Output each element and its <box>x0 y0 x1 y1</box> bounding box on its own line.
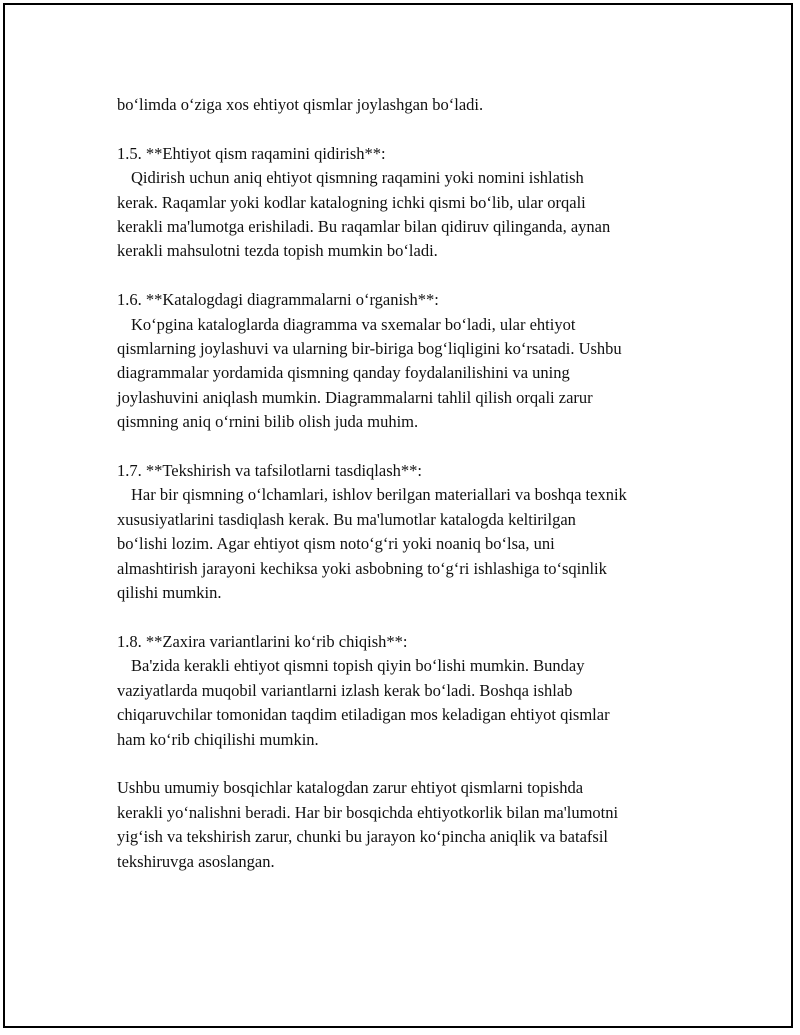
section-1-7 <box>117 459 697 605</box>
text-line: kerakli yo‘nalishni beradi. Har bir bosqichda ehtiyotkorlik bilan ma'lumotni <box>117 802 619 822</box>
text-line: kerakli ma'lumotga erishiladi. Bu raqamlar bilan qidiruv qilinganda, aynan <box>117 217 611 237</box>
section-1-8 <box>117 630 697 752</box>
text-line: Qidirish uchun aniq ehtiyot qismning raqamini yoki nomini ishlatish <box>131 168 584 188</box>
text-line: Ushbu umumiy bosqichlar katalogdan zarur ehtiyot qismlarni topishda <box>117 778 584 798</box>
section-heading: 1.7. **Tekshirish va tafsilotlarni tasdiqlash**: <box>117 461 422 481</box>
text-line: qilishi mumkin. <box>117 583 222 603</box>
conclusion-paragraph <box>117 776 697 874</box>
text-line: almashtirish jarayoni kechiksa yoki asbobning to‘g‘ri ishlashiga to‘sqinlik <box>117 558 607 578</box>
paragraph-gap <box>117 117 697 141</box>
text-line: diagrammalar yordamida qismning qanday foydalanilishini va uning <box>117 363 570 383</box>
text-line: Ba'zida kerakli ehtiyot qismni topish qiyin bo‘lishi mumkin. Bunday <box>131 656 585 676</box>
section-heading: 1.8. **Zaxira variantlarini ko‘rib chiqish**: <box>117 631 408 651</box>
paragraph-gap <box>117 605 697 629</box>
text-line: xususiyatlarini tasdiqlash kerak. Bu ma'lumotlar katalogda keltirilgan <box>117 509 576 529</box>
section-1-5 <box>117 142 697 264</box>
document-body <box>117 93 697 874</box>
text-line: yig‘ish va tekshirish zarur, chunki bu jarayon ko‘pincha aniqlik va batafsil <box>117 827 608 847</box>
text-line: joylashuvini aniqlash mumkin. Diagrammalarni tahlil qilish orqali zarur <box>117 387 593 407</box>
section-heading: 1.6. **Katalogdagi diagrammalarni o‘rganish**: <box>117 290 439 310</box>
text-line: kerak. Raqamlar yoki kodlar katalogning ichki qismi bo‘lib, ular orqali <box>117 192 586 212</box>
section-1-6 <box>117 288 697 434</box>
paragraph-gap <box>117 435 697 459</box>
intro-paragraph <box>117 93 697 117</box>
text-line: ham ko‘rib chiqilishi mumkin. <box>117 729 319 749</box>
text-line: tekshiruvga asoslangan. <box>117 851 275 871</box>
text-line: kerakli mahsulotni tezda topish mumkin bo‘ladi. <box>117 241 438 261</box>
text-line: qismlarning joylashuvi va ularning bir-biriga bog‘liqligini ko‘rsatadi. Ushbu <box>117 339 622 359</box>
text-line: Ko‘pgina kataloglarda diagramma va sxemalar bo‘ladi, ular ehtiyot <box>131 314 576 334</box>
paragraph-gap <box>117 264 697 288</box>
text-line: vaziyatlarda muqobil variantlarni izlash kerak bo‘ladi. Boshqa ishlab <box>117 680 573 700</box>
section-heading: 1.5. **Ehtiyot qism raqamini qidirish**: <box>117 143 386 163</box>
text-line: qismning aniq o‘rnini bilib olish juda muhim. <box>117 412 419 432</box>
text-line: bo‘lishi lozim. Agar ehtiyot qism noto‘g‘ri yoki noaniq bo‘lsa, uni <box>117 534 555 554</box>
paragraph-gap <box>117 752 697 776</box>
text-line: Har bir qismning o‘lchamlari, ishlov berilgan materiallari va boshqa texnik <box>131 485 627 505</box>
text-line: chiqaruvchilar tomonidan taqdim etiladigan mos keladigan ehtiyot qismlar <box>117 705 610 725</box>
text-line: bo‘limda o‘ziga xos ehtiyot qismlar joylashgan bo‘ladi. <box>117 95 484 114</box>
